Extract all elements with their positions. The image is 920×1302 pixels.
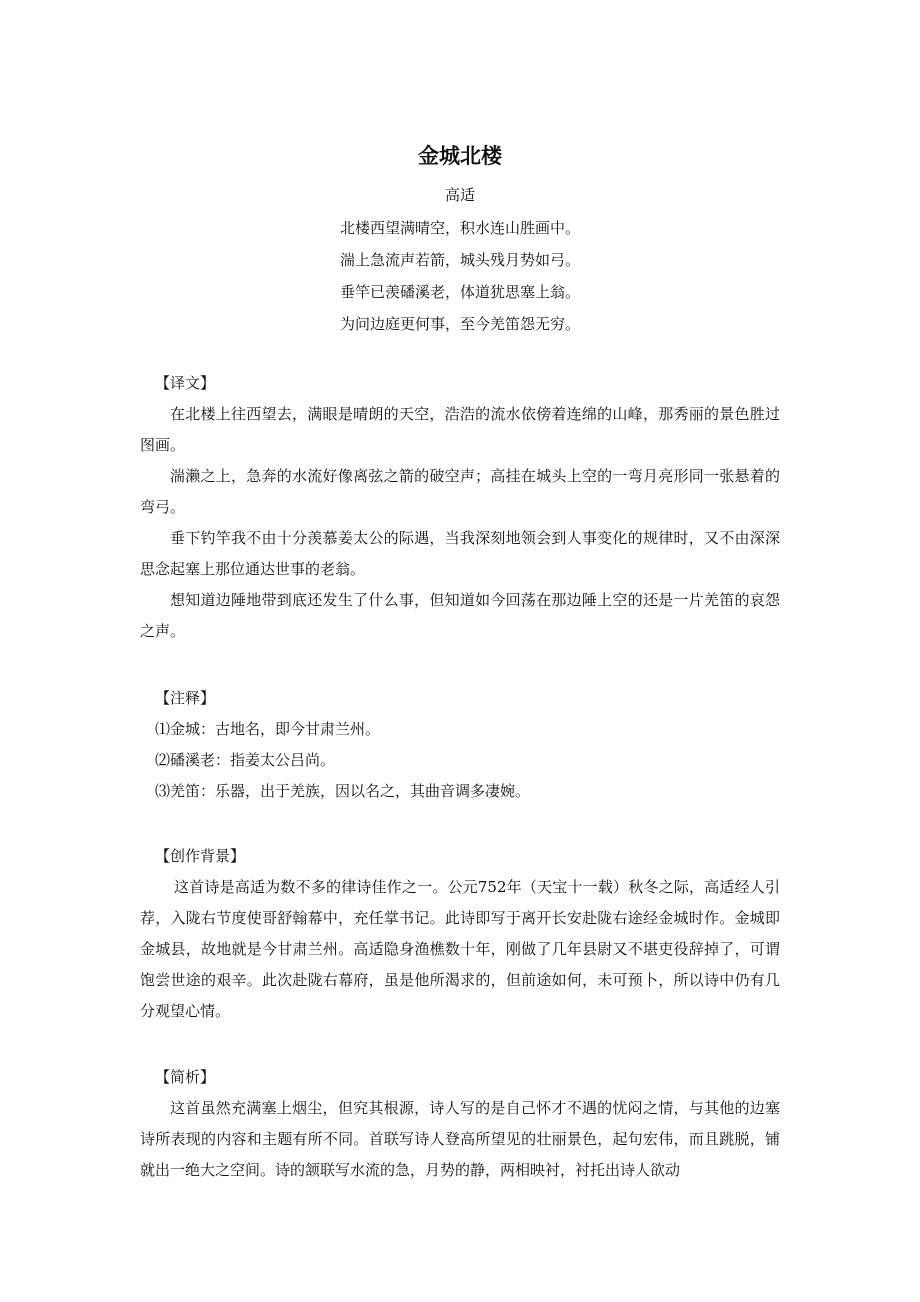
translation-paragraph: 想知道边陲地带到底还发生了什么事，但知道如今回荡在那边陲上空的还是一片羌笛的哀怨之声。 [140, 591, 780, 640]
analysis-section [140, 1062, 780, 1186]
translation-section [140, 368, 780, 647]
analysis-heading: 【简析】 [155, 1068, 216, 1086]
translation-paragraph: 垂下钓竿我不由十分羡慕姜太公的际遇，当我深刻地领会到人事变化的规律时，又不由深深思念起塞上那位通达世事的老翁。 [140, 529, 780, 578]
translation-paragraph: 在北楼上往西望去，满眼是晴朗的天空，浩浩的流水依傍着连绵的山峰，那秀丽的景色胜过图画。 [140, 405, 780, 454]
poem-line: 北楼西望满晴空，积水连山胜画中。 [339, 219, 580, 237]
background-section [140, 841, 780, 1027]
note-item: ⑶羌笛：乐器，出于羌族，因以名之，其曲音调多凄婉。 [155, 782, 531, 800]
translation-paragraph: 湍濑之上，急奔的水流好像离弦之箭的破空声；高挂在城头上空的一弯月亮形同一张悬着的弯弓。 [140, 467, 780, 516]
poem-author: 高适 [444, 186, 475, 204]
background-paragraph: 这首诗是高适为数不多的律诗佳作之一。公元752年（天宝十一载）秋冬之际，高适经人引荐，入陇右节度使哥舒翰幕中，充任掌书记。此诗即写于离开长安赴陇右途经金城时作。金城即金城县，故地就是今甘肃兰州。高适隐身渔樵数十年，刚做了几年县尉又不堪吏役辞掉了，可谓饱尝世途的艰辛。此次赴陇右幕府，虽是他所渴求的，但前途如何，未可预卜，所以诗中仍有几分观望心情。 [140, 878, 780, 1020]
notes-heading: 【注释】 [155, 689, 216, 707]
poem-title: 金城北楼 [418, 144, 502, 168]
background-heading: 【创作背景】 [155, 847, 246, 865]
poem-line: 垂竿已羡磻溪老，体道犹思塞上翁。 [339, 283, 580, 301]
note-item: ⑴金城：古地名，即今甘肃兰州。 [155, 720, 381, 738]
poem-body [0, 212, 920, 340]
note-item: ⑵磻溪老：指姜太公吕尚。 [155, 751, 336, 769]
translation-heading: 【译文】 [155, 374, 216, 392]
notes-section [140, 683, 780, 807]
poem-line: 为问边庭更何事，至今羌笛怨无穷。 [339, 315, 580, 333]
analysis-paragraph: 这首虽然充满塞上烟尘，但究其根源，诗人写的是自己怀才不遇的忧闷之情，与其他的边塞诗所表现的内容和主题有所不同。首联写诗人登高所望见的壮丽景色，起句宏伟，而且跳脱，铺就出一绝大之空间。诗的颔联写水流的急，月势的静，两相映衬，衬托出诗人欲动 [140, 1099, 780, 1179]
poem-line: 湍上急流声若箭，城头残月势如弓。 [339, 251, 580, 269]
